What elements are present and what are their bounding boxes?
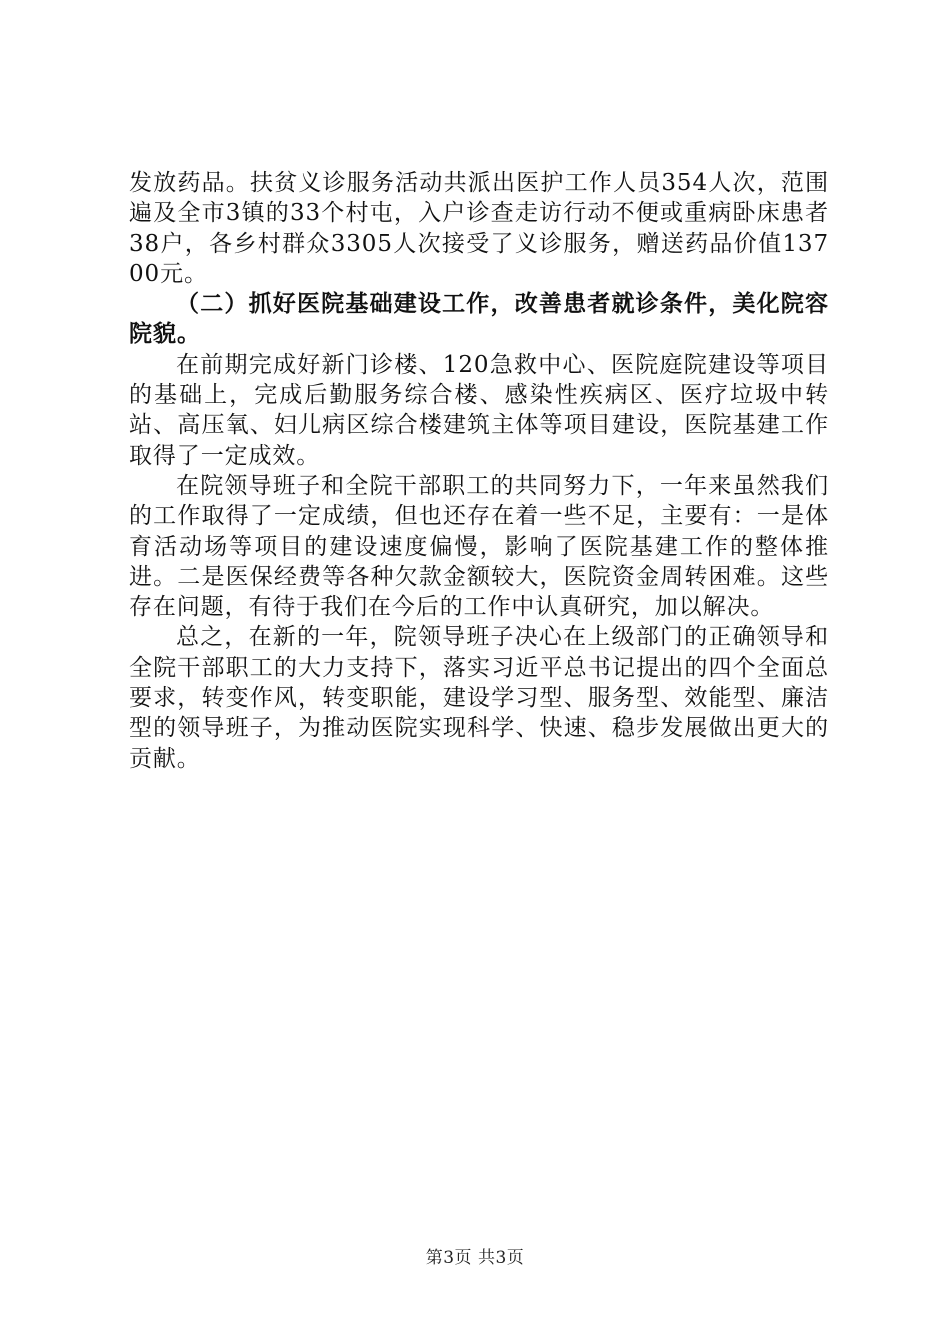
page-number-footer: 第3页 共3页 bbox=[425, 1248, 525, 1268]
paragraph-conclusion: 总之，在新的一年，院领导班子决心在上级部门的正确领导和全院干部职工的大力支持下，落实习近平总书记提出的四个全面总要求，转变作风，转变职能，建设学习型、服务型、效能型、廉洁型的领导班子，为推动医院实现科学、快速、稳步发展做出更大的贡献。 bbox=[129, 624, 829, 772]
paragraph-infrastructure-projects: 在前期完成好新门诊楼、120急救中心、医院庭院建设等项目的基础上，完成后勤服务综合楼、感染性疾病区、医疗垃圾中转站、高压氧、妇儿病区综合楼建筑主体等项目建设，医院基建工作取得了一定成效。 bbox=[129, 351, 829, 469]
section-heading-infrastructure: （二）抓好医院基础建设工作，改善患者就诊条件，美化院容院貌。 bbox=[129, 291, 829, 348]
document-body bbox=[129, 168, 829, 774]
paragraph-medicine-distribution: 发放药品。扶贫义诊服务活动共派出医护工作人员354人次，范围遍及全市3镇的33个村屯，入户诊查走访行动不便或重病卧床患者38户，各乡村群众3305人次接受了义诊服务，赠送药品价值13700元。 bbox=[129, 170, 829, 287]
paragraph-shortcomings: 在院领导班子和全院干部职工的共同努力下，一年来虽然我们的工作取得了一定成绩，但也还存在着一些不足，主要有：一是体育活动场等项目的建设速度偏慢，影响了医院基建工作的整体推进。二是医保经费等各种欠款金额较大，医院资金周转困难。这些存在问题，有待于我们在今后的工作中认真研究，加以解决。 bbox=[129, 472, 829, 621]
